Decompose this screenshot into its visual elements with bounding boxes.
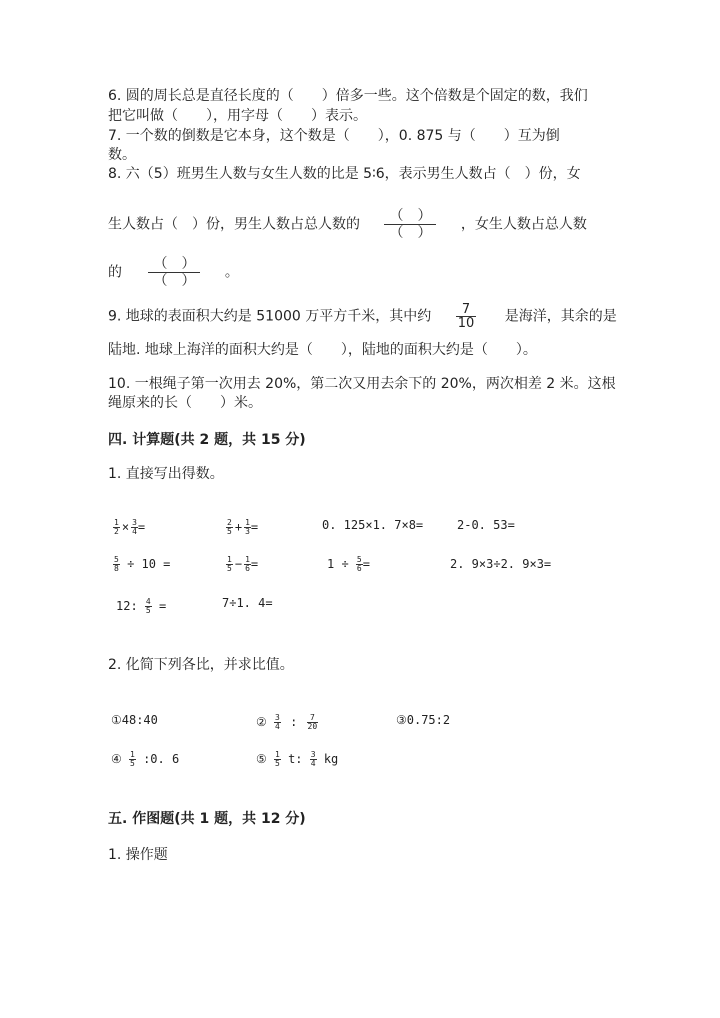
blank-fraction-boys (384, 208, 436, 241)
blank-fraction-girls (148, 256, 200, 289)
ratio-item-2 (256, 710, 318, 734)
fraction (113, 556, 120, 573)
calc-r1c1 (113, 515, 145, 539)
numerator: 1 (245, 555, 250, 564)
q8-line-2-text-a: 生人数占（ ）份，男生人数占总人数的 (108, 216, 360, 233)
fraction (226, 556, 233, 573)
ratio-item-3: ③0.75:2 (396, 713, 451, 727)
denominator: 8 (114, 564, 119, 573)
denominator: 20 (307, 722, 318, 731)
numerator: 5 (114, 555, 119, 564)
fraction (274, 714, 281, 731)
expression-rest: ÷ 10 = (127, 557, 171, 571)
expression-pre: 12: (116, 599, 138, 613)
numerator: 4 (145, 597, 151, 606)
ratio-item-5 (256, 747, 338, 771)
calc-r2c2 (226, 552, 258, 576)
fraction (310, 751, 317, 768)
calc-r1c2 (226, 515, 258, 539)
operator: − (234, 557, 243, 571)
q6-line-2: 把它叫做（ ），用字母（ ）表示。 (108, 108, 367, 124)
fraction (244, 556, 251, 573)
blank-denominator: （ ） (384, 224, 436, 241)
denominator: 5 (130, 759, 135, 768)
equals: = (158, 599, 167, 613)
q8-line-2-text-b: ，女生人数占总人数 (460, 216, 587, 233)
ocean-fraction-numerator: 7 (461, 302, 471, 317)
item-marker: ⑤ (256, 752, 267, 766)
expression-pre: 1 ÷ (327, 557, 349, 571)
denominator: 6 (356, 564, 362, 573)
q8-line-3-text-b: 。 (224, 264, 239, 281)
calc-r2c3 (327, 552, 370, 576)
calc-r1c4: 2-0. 53= (457, 518, 515, 532)
blank-numerator: （ ） (389, 208, 432, 224)
equals: = (137, 520, 146, 534)
q7-line-2: 数。 (108, 147, 136, 163)
numerator: 1 (114, 518, 119, 527)
item-marker: ④ (111, 752, 122, 766)
calc-r2c4: 2. 9×3÷2. 9×3= (450, 557, 552, 571)
denominator: 5 (227, 527, 232, 536)
denominator: 6 (245, 564, 250, 573)
numerator: 3 (132, 518, 137, 527)
numerator: 1 (130, 750, 135, 759)
q7-line-1: 7. 一个数的倒数是它本身，这个数是（ ），0. 875 与（ ）互为倒 (108, 128, 560, 144)
expression-rest: :0. 6 (143, 752, 180, 766)
numerator: 1 (245, 518, 250, 527)
calc-r2c1 (113, 552, 170, 576)
q10-line-1: 10. 一根绳子第一次用去 20%，第二次又用去余下的 20%，两次相差 2 米。这根 (108, 376, 616, 392)
numerator: 3 (275, 713, 280, 722)
q9-line-1-text-a: 9. 地球的表面积大约是 51000 万平方千米，其中约 (108, 308, 432, 325)
q9-line-1-text-b: 是海洋，其余的是 (504, 308, 617, 325)
q6-line-1: 6. 圆的周长总是直径长度的（ ）倍多一些。这个倍数是个固定的数，我们 (108, 88, 588, 104)
unit-separator: t: (288, 752, 303, 766)
section-5-heading: 五. 作图题(共 1 题，共 12 分) (108, 811, 306, 827)
ratio-question-2-title: 2. 化简下列各比，并求比值。 (108, 657, 294, 673)
drawing-question-1-title: 1. 操作题 (108, 847, 168, 863)
numerator: 5 (356, 555, 362, 564)
calc-r1c3: 0. 125×1. 7×8= (322, 518, 424, 532)
blank-numerator: （ ） (153, 256, 196, 272)
fraction (113, 519, 120, 536)
item-marker: ② (256, 715, 267, 729)
calc-r3c2: 7÷1. 4= (222, 596, 273, 610)
equals: = (250, 557, 259, 571)
q8-line-3-text-a: 的 (108, 264, 122, 281)
fraction (226, 519, 233, 536)
denominator: 4 (310, 759, 316, 768)
denominator: 5 (145, 606, 151, 615)
numerator: 7 (309, 713, 315, 722)
fraction (244, 519, 251, 536)
fraction (129, 751, 136, 768)
operator: + (234, 520, 243, 534)
q8-line-1: 8. 六（5）班男生人数与女生人数的比是 5∶6，表示男生人数占（ ）份，女 (108, 166, 581, 182)
denominator: 4 (132, 527, 137, 536)
denominator: 5 (227, 564, 232, 573)
ocean-fraction (456, 303, 477, 330)
q9-line-1 (108, 303, 617, 330)
denominator: 4 (275, 722, 280, 731)
ratio-item-4 (111, 747, 179, 771)
ocean-fraction-denominator: 10 (457, 316, 475, 331)
numerator: 1 (275, 750, 280, 759)
q8-line-3 (108, 256, 239, 289)
fraction (131, 519, 138, 536)
ratio-item-1: ①48:40 (111, 713, 158, 727)
equals: = (362, 557, 370, 571)
ratio-separator: : (290, 715, 298, 729)
calc-question-1-title: 1. 直接写出得数。 (108, 466, 224, 482)
operator: × (121, 520, 130, 534)
numerator: 2 (227, 518, 232, 527)
q9-line-2: 陆地. 地球上海洋的面积大约是（ ），陆地的面积大约是（ ）。 (108, 342, 537, 358)
fraction (145, 598, 152, 615)
denominator: 3 (245, 527, 250, 536)
fraction (307, 714, 319, 731)
blank-denominator: （ ） (148, 272, 200, 289)
denominator: 5 (275, 759, 280, 768)
fraction (274, 751, 281, 768)
numerator: 1 (227, 555, 232, 564)
unit: kg (323, 752, 339, 766)
denominator: 2 (114, 527, 119, 536)
fraction (356, 556, 363, 573)
numerator: 3 (310, 750, 316, 759)
section-4-heading: 四. 计算题(共 2 题，共 15 分) (108, 432, 306, 448)
calc-r3c1 (116, 594, 166, 618)
q8-line-2 (108, 208, 587, 241)
equals: = (250, 520, 259, 534)
q10-line-2: 绳原来的长（ ）米。 (108, 395, 262, 411)
